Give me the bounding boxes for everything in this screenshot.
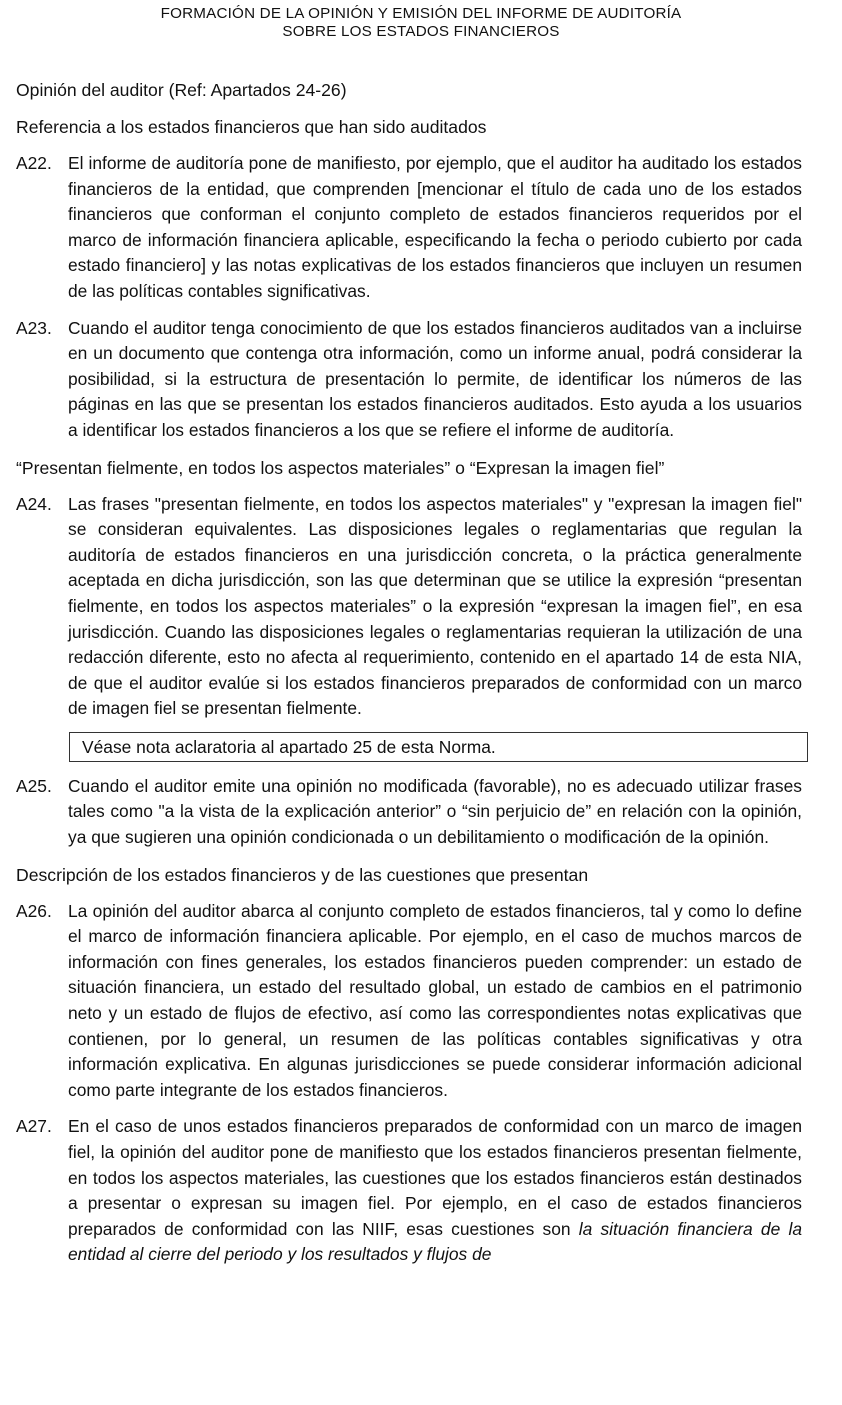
paragraph-text: La opinión del auditor abarca al conjunto completo de estados financieros, tal y como lo define el marco de información financiera aplicable. Por ejemplo, en el caso de muchos marcos de información con fines generales, los estados financieros pueden comprender: un estado de situación financiera, un estado del resultado global, un estado de cambios en el patrimonio neto y un estado de flujos de efectivo, así como las correspondientes notas explicativas que contienen, por lo general, un resumen de las políticas contables significativas y otra información explicativa. En algunas jurisdicciones se puede considerar información adicional como parte integrante de los estados financieros. — [68, 900, 802, 1100]
paragraph-text: Las frases "presentan fielmente, en todos los aspectos materiales" y "expresan la imagen fiel" se consideran equivalentes. Las disposiciones legales o reglamentarias que regulan la auditoría de estados financieros en una jurisdicción concreta, o la práctica generalmente aceptada en dicha jurisdicción, son las que determinan que se utilice la expresión “presentan fielmente, en todos los aspectos materiales” o la expresión “expresan la imagen fiel”, en esa jurisdicción. Cuando las disposiciones legales o reglamentarias requieran la utilización de una redacción diferente, esto no afecta al requerimiento, contenido en el apartado 14 de esta NIA, de que el auditor evalúe si los estados financieros preparados de conformidad con un marco de imagen fiel se presentan fielmente. — [68, 493, 802, 719]
heading-referencia: Referencia a los estados financieros que han sido auditados — [16, 117, 487, 137]
paragraph-a24 — [16, 492, 802, 722]
paragraph-a27 — [16, 1114, 802, 1268]
paragraph-number: A23. — [16, 317, 52, 338]
paragraph-text — [68, 1114, 802, 1268]
page-header — [0, 5, 842, 41]
header-title-line2: SOBRE LOS ESTADOS FINANCIEROS — [282, 23, 560, 40]
clarification-note-box: Véase nota aclaratoria al apartado 25 de esta Norma. — [69, 732, 808, 762]
paragraph-text-regular: En el caso de unos estados financieros preparados de conformidad con un marco de imagen fiel, la opinión del auditor pone de manifiesto que los estados financieros presentan fielmente, en todos los aspectos materiales, las cuestiones que los estados financieros están destinados a presentar o expresan su imagen fiel. Por ejemplo, en el caso de estados financieros preparados de conformidad con las NIIF, esas cuestiones son — [68, 1116, 802, 1239]
heading-descripcion: Descripción de los estados financieros y de las cuestiones que presentan — [16, 864, 589, 885]
paragraph-number: A26. — [16, 900, 52, 921]
paragraph-a25 — [16, 774, 802, 851]
paragraph-a22 — [16, 151, 802, 305]
header-title-line1: FORMACIÓN DE LA OPINIÓN Y EMISIÓN DEL INFORME DE AUDITORÍA — [160, 5, 682, 22]
paragraph-text: Cuando el auditor tenga conocimiento de que los estados financieros auditados van a incluirse en un documento que contenga otra información, como un informe anual, podrá considerar la posibilidad, si la estructura de presentación lo permite, de identificar los números de las páginas en las que se presentan los estados financieros auditados. Esto ayuda a los usuarios a identificar los estados financieros a los que se refiere el informe de auditoría. — [68, 317, 802, 440]
paragraph-text: El informe de auditoría pone de manifiesto, por ejemplo, que el auditor ha auditado los estados financieros de la entidad, que comprenden [mencionar el título de cada uno de los estados financieros que conforman el conjunto completo de estados financieros requeridos por el marco de información financiera aplicable, especificando la fecha o periodo cubierto por cada estado financiero] y las notas explicativas de los estados financieros que incluyen un resumen de las políticas contables significativas. — [68, 153, 802, 301]
paragraph-number: A25. — [16, 775, 52, 796]
paragraph-a26 — [16, 899, 802, 1104]
paragraph-text-italic: la situación financiera de la entidad al cierre del periodo y los resultados y flujos de — [68, 1218, 802, 1265]
paragraph-a23 — [16, 316, 802, 444]
heading-opinion: Opinión del auditor (Ref: Apartados 24-26) — [16, 80, 347, 100]
paragraph-text: Cuando el auditor emite una opinión no modificada (favorable), no es adecuado utilizar frases tales como "a la vista de la explicación anterior” o “sin perjuicio de” en relación con la opinión, ya que sugieren una opinión condicionada o un debilitamiento o modificación de la opinión. — [68, 775, 802, 848]
paragraph-number: A27. — [16, 1116, 52, 1137]
document-body — [16, 77, 802, 1268]
heading-presentan: “Presentan fielmente, en todos los aspectos materiales” o “Expresan la imagen fiel” — [16, 457, 665, 478]
paragraph-number: A22. — [16, 153, 52, 173]
paragraph-number: A24. — [16, 493, 52, 514]
